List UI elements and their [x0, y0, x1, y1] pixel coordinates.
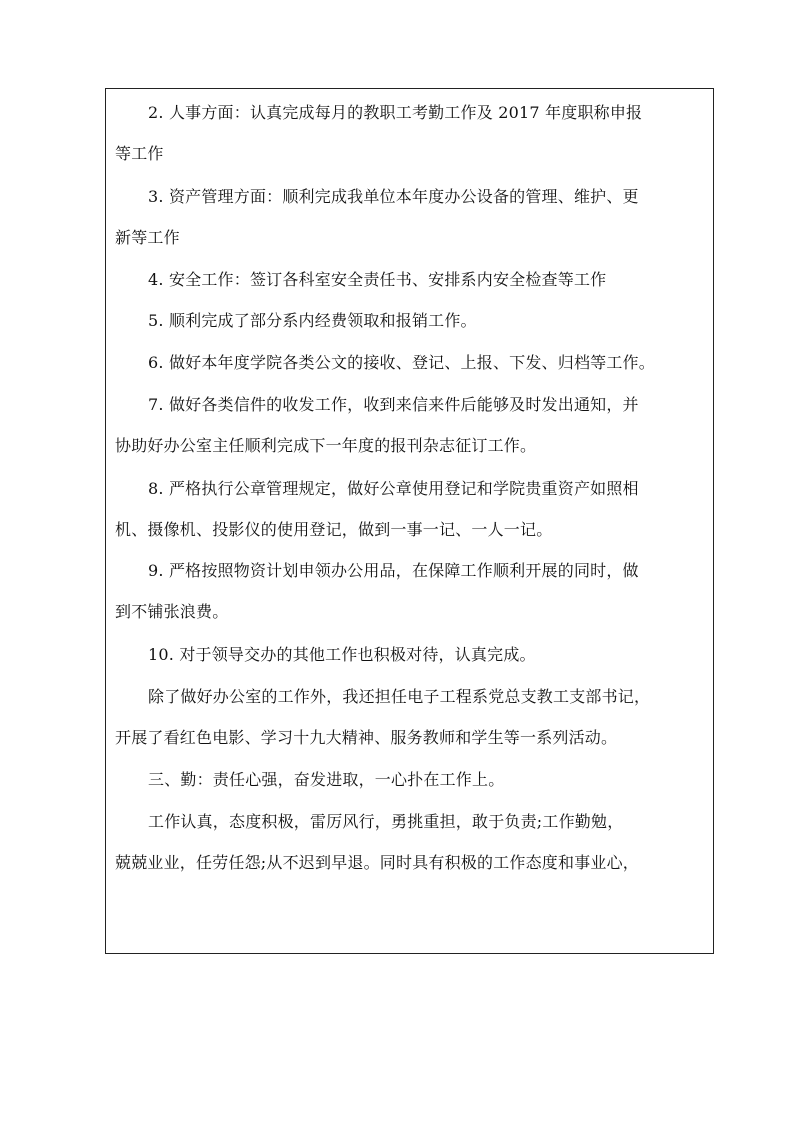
text-line: 4. 安全工作：签订各科室安全责任书、安排系内安全检查等工作: [148, 270, 607, 289]
text-line: 3. 资产管理方面：顺利完成我单位本年度办公设备的管理、维护、更: [148, 187, 639, 206]
text-line: 协助好办公室主任顺利完成下一年度的报刊杂志征订工作。: [115, 436, 537, 455]
text-line: 5. 顺利完成了部分系内经费领取和报销工作。: [148, 311, 477, 330]
text-line: 三、勤：责任心强，奋发进取，一心扑在工作上。: [148, 770, 505, 789]
text-line: 工作认真，态度积极，雷厉风行，勇挑重担，敢于负责;工作勤勉，: [148, 812, 624, 831]
text-line: 7. 做好各类信件的收发工作，收到来信来件后能够及时发出通知，并: [148, 395, 639, 414]
text-line: 新等工作: [115, 228, 180, 247]
text-line: 2. 人事方面：认真完成每月的教职工考勤工作及 2017 年度职称申报: [148, 103, 643, 122]
text-line: 机、摄像机、投影仪的使用登记，做到一事一记、一人一记。: [115, 520, 553, 539]
text-line: 9. 严格按照物资计划申领办公用品，在保障工作顺利开展的同时，做: [148, 561, 639, 580]
text-line: 等工作: [115, 144, 164, 163]
text-line: 8. 严格执行公章管理规定，做好公章使用登记和学院贵重资产如照相: [148, 479, 639, 498]
text-line: 到不铺张浪费。: [115, 602, 229, 621]
text-line: 10. 对于领导交办的其他工作也积极对待，认真完成。: [148, 645, 536, 664]
text-line: 6. 做好本年度学院各类公文的接收、登记、上报、下发、归档等工作。: [148, 353, 655, 372]
document-table-cell: [105, 88, 714, 954]
text-line: 开展了看红色电影、学习十九大精神、服务教师和学生等一系列活动。: [115, 728, 618, 747]
text-line: 除了做好办公室的工作外，我还担任电子工程系党总支教工支部书记，: [148, 687, 651, 706]
text-line: 兢兢业业，任劳任怨;从不迟到早退。同时具有积极的工作态度和事业心，: [115, 853, 639, 872]
